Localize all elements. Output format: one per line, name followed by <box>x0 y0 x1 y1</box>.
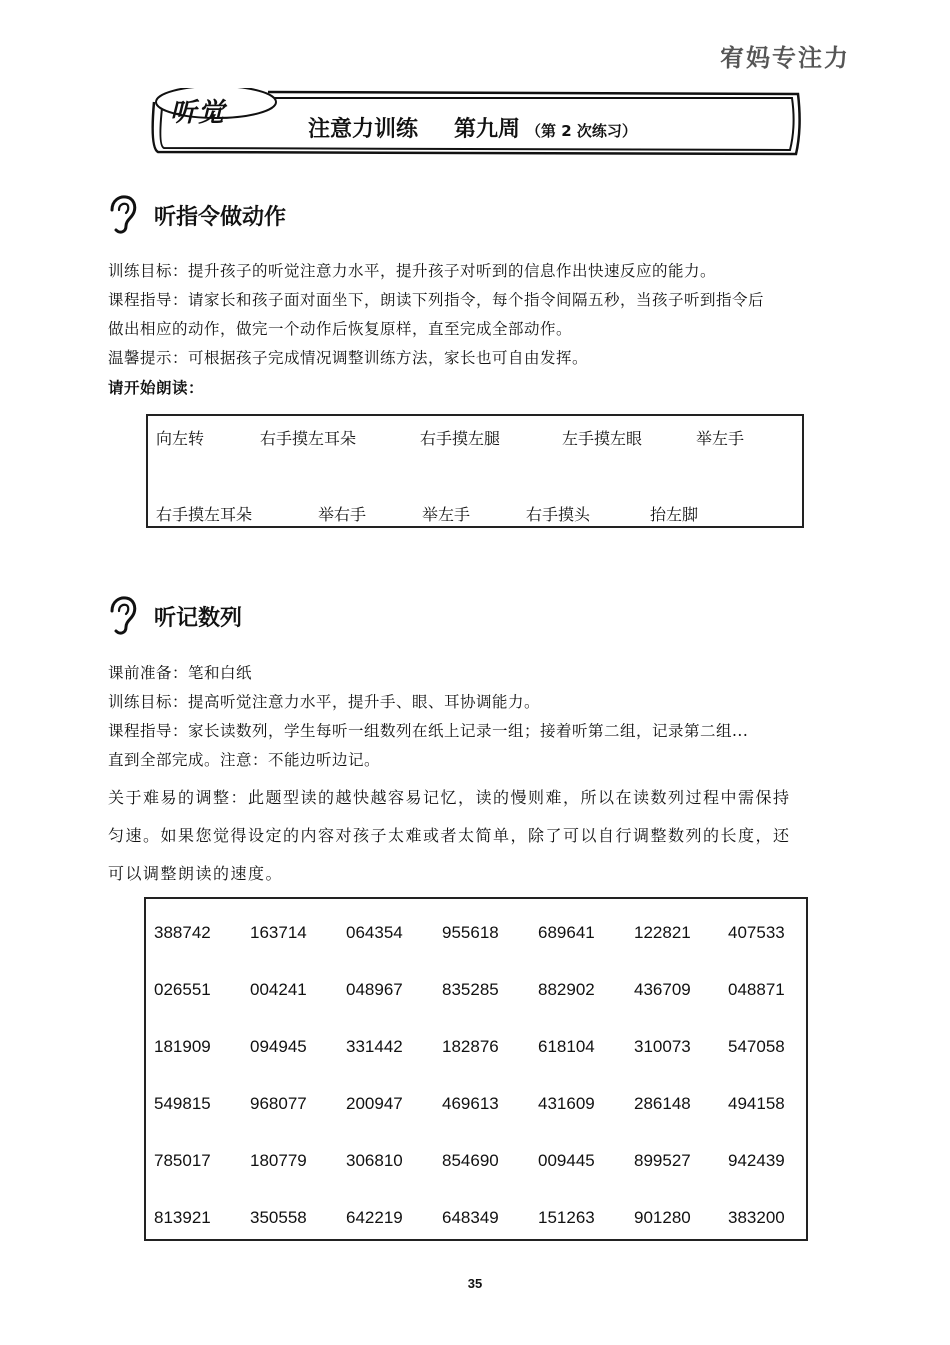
header-banner <box>148 88 804 156</box>
number-cell: 431609 <box>538 1094 595 1113</box>
brand-label: 宥妈专注力 <box>720 44 850 72</box>
number-cell: 004241 <box>250 980 307 999</box>
number-cell: 901280 <box>634 1208 691 1227</box>
number-cell: 436709 <box>634 980 691 999</box>
number-cell: 549815 <box>154 1094 211 1113</box>
command-item: 左手摸左眼 <box>562 429 643 448</box>
command-item: 右手摸头 <box>526 505 591 524</box>
instruction-line: 课程指导：家长读数列，学生每听一组数列在纸上记录一组；接着听第二组，记录第二组... <box>108 722 749 740</box>
number-cell: 854690 <box>442 1151 499 1170</box>
instruction-line: 训练目标：提升孩子的听觉注意力水平，提升孩子对听到的信息作出快速反应的能力。 <box>108 262 717 280</box>
number-row <box>146 1037 806 1067</box>
number-cell: 547058 <box>728 1037 785 1056</box>
number-cell: 306810 <box>346 1151 403 1170</box>
number-cell: 286148 <box>634 1094 691 1113</box>
number-cell: 689641 <box>538 923 595 942</box>
section-2-title: 听记数列 <box>154 605 243 631</box>
number-cell: 048967 <box>346 980 403 999</box>
instruction-line: 温馨提示：可根据孩子完成情况调整训练方法，家长也可自由发挥。 <box>108 349 589 367</box>
command-item: 举左手 <box>422 505 471 524</box>
number-cell: 968077 <box>250 1094 307 1113</box>
number-cell: 942439 <box>728 1151 785 1170</box>
instruction-line: 课前准备：笔和白纸 <box>108 664 253 682</box>
section-heading-2 <box>106 596 242 636</box>
title-text: 注意力训练 <box>308 117 419 142</box>
command-item: 右手摸左耳朵 <box>260 429 357 448</box>
number-cell: 955618 <box>442 923 499 942</box>
command-item: 举右手 <box>318 505 367 524</box>
number-cell: 618104 <box>538 1037 595 1056</box>
number-cell: 331442 <box>346 1037 403 1056</box>
command-item: 举左手 <box>696 429 745 448</box>
number-row <box>146 1208 806 1238</box>
number-cell: 180779 <box>250 1151 307 1170</box>
number-cell: 350558 <box>250 1208 307 1227</box>
number-cell: 122821 <box>634 923 691 942</box>
start-reading-label: 请开始朗读： <box>108 378 205 397</box>
number-cell: 310073 <box>634 1037 691 1056</box>
number-row <box>146 1151 806 1181</box>
practice-note: （第 2 次练习） <box>526 122 637 140</box>
number-cell: 182876 <box>442 1037 499 1056</box>
section-heading-1 <box>106 195 286 235</box>
section-1-title: 听指令做动作 <box>154 204 287 230</box>
number-cell: 048871 <box>728 980 785 999</box>
instruction-line: 直到全部完成。注意：不能边听边记。 <box>108 751 381 769</box>
number-cell: 151263 <box>538 1208 595 1227</box>
number-cell: 094945 <box>250 1037 307 1056</box>
command-item: 右手摸左腿 <box>420 429 501 448</box>
number-cell: 785017 <box>154 1151 211 1170</box>
number-row <box>146 1094 806 1124</box>
number-cell: 026551 <box>154 980 211 999</box>
banner-tag: 听觉 <box>170 98 227 128</box>
banner-title <box>308 112 637 143</box>
command-item: 右手摸左耳朵 <box>156 505 253 524</box>
number-cell: 064354 <box>346 923 403 942</box>
number-cell: 009445 <box>538 1151 595 1170</box>
number-cell: 642219 <box>346 1208 403 1227</box>
number-cell: 469613 <box>442 1094 499 1113</box>
section-1-instructions <box>108 257 868 402</box>
difficulty-line: 可以调整朗读的速度。 <box>108 864 284 883</box>
command-item: 向左转 <box>156 429 205 448</box>
number-cell: 813921 <box>154 1208 211 1227</box>
instruction-line: 训练目标：提高听觉注意力水平，提升手、眼、耳协调能力。 <box>108 693 541 711</box>
difficulty-line: 关于难易的调整：此题型读的越快越容易记忆，读的慢则难，所以在读数列过程中需保持 <box>108 788 791 807</box>
ear-icon <box>106 194 138 236</box>
section-2-instructions <box>108 659 868 775</box>
number-cell: 899527 <box>634 1151 691 1170</box>
number-cell: 383200 <box>728 1208 785 1227</box>
number-cell: 163714 <box>250 923 307 942</box>
number-table <box>144 897 808 1241</box>
number-cell: 882902 <box>538 980 595 999</box>
week-text: 第九周 <box>454 117 521 142</box>
number-cell: 494158 <box>728 1094 785 1113</box>
instruction-line: 做出相应的动作，做完一个动作后恢复原样，直至完成全部动作。 <box>108 320 573 338</box>
page-number: 35 <box>467 1276 483 1291</box>
number-cell: 407533 <box>728 923 785 942</box>
difficulty-line: 匀速。如果您觉得设定的内容对孩子太难或者太简单，除了可以自行调整数列的长度，还 <box>108 826 791 845</box>
number-cell: 835285 <box>442 980 499 999</box>
command-item: 抬左脚 <box>650 505 699 524</box>
difficulty-note <box>108 779 868 893</box>
command-box <box>146 414 804 528</box>
number-row <box>146 923 806 953</box>
number-row <box>146 980 806 1010</box>
number-cell: 648349 <box>442 1208 499 1227</box>
ear-icon <box>106 595 138 637</box>
number-cell: 200947 <box>346 1094 403 1113</box>
number-cell: 388742 <box>154 923 211 942</box>
number-cell: 181909 <box>154 1037 211 1056</box>
instruction-line: 课程指导：请家长和孩子面对面坐下，朗读下列指令，每个指令间隔五秒，当孩子听到指令后 <box>108 291 765 309</box>
